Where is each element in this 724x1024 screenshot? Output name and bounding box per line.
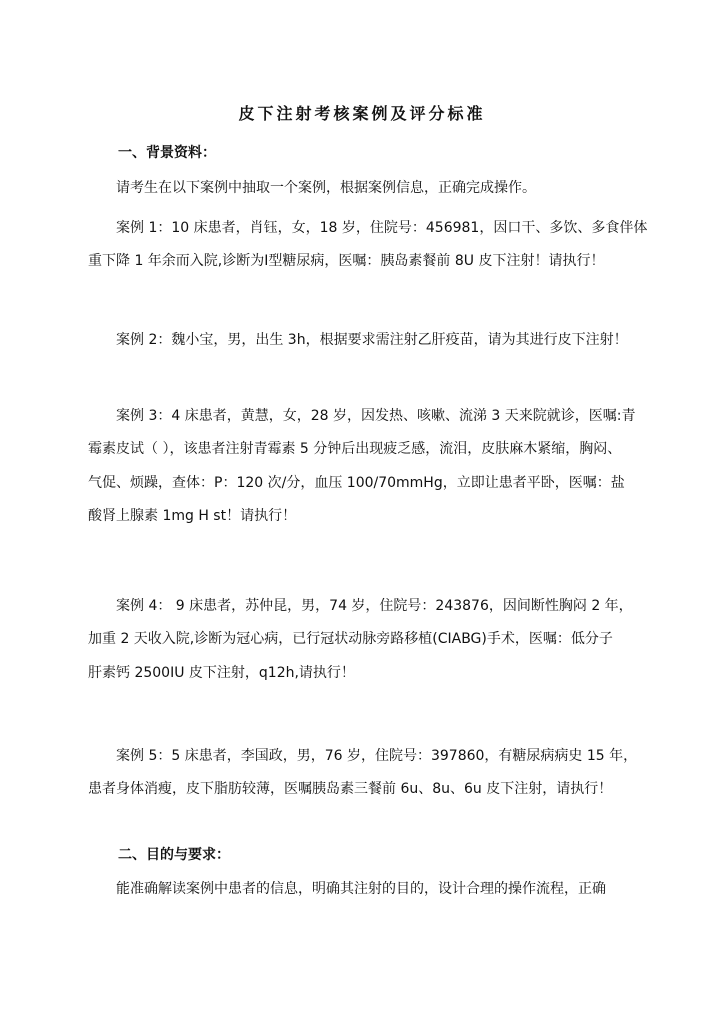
- case-4-line-1: 案例 4： 9 床患者，苏仲昆，男，74 岁，住院号：243876，因间断性胸闷 2 年，: [116, 598, 633, 614]
- case-3-paragraph: [88, 400, 648, 533]
- case-3-line-1: 案例 3：4 床患者，黄慧，女，28 岁，因发热、咳嗽、流涕 3 天来院就诊，医嘱:青: [116, 408, 636, 424]
- case-1-paragraph: [88, 212, 648, 279]
- case-2-line-1: 案例 2：魏小宝，男，出生 3h，根据要求需注射乙肝疫苗，请为其进行皮下注射！: [116, 332, 628, 348]
- case-5-paragraph: [88, 740, 648, 807]
- document-title: 皮下注射考核案例及评分标准: [238, 104, 486, 123]
- objectives-paragraph: [88, 873, 648, 906]
- case-3-line-3: 气促、烦躁，查体：P：120 次/分，血压 100/70mmHg，立即让患者平卧，医嘱：盐: [88, 474, 625, 491]
- objectives-line-1: 能准确解读案例中患者的信息，明确其注射的目的，设计合理的操作流程，正确: [116, 881, 606, 897]
- case-5-line-1: 案例 5：5 床患者，李国政，男，76 岁，住院号：397860，有糖尿病病史 15 年，: [116, 748, 638, 764]
- case-2-paragraph: [88, 324, 648, 357]
- section-heading-objectives: 二、目的与要求：: [118, 847, 230, 863]
- case-5-line-2: 患者身体消瘦，皮下脂肪较薄，医嘱胰岛素三餐前 6u、8u、6u 皮下注射，请执行！: [88, 781, 613, 798]
- case-3-line-2: 霉素皮试（ ），该患者注射青霉素 5 分钟后出现疲乏感，流泪，皮肤麻木紧缩，胸闷、: [88, 441, 622, 458]
- case-4-line-2: 加重 2 天收入院,诊断为冠心病，已行冠状动脉旁路移植(CIABG)手术，医嘱：低分子: [88, 631, 613, 648]
- case-1-line-1: 案例 1：10 床患者，肖钰，女，18 岁，住院号：456981，因口干、多饮、多食伴体: [116, 220, 648, 236]
- section-heading-background: 一、背景资料：: [118, 145, 216, 161]
- case-3-line-4: 酸肾上腺素 1mg H st！请执行！: [88, 507, 297, 524]
- intro-line: 请考生在以下案例中抽取一个案例，根据案例信息，正确完成操作。: [116, 180, 536, 196]
- intro-paragraph: [88, 172, 648, 205]
- case-4-line-3: 肝素钙 2500IU 皮下注射，q12h,请执行！: [88, 664, 355, 681]
- case-4-paragraph: [88, 590, 648, 690]
- case-1-line-2: 重下降 1 年余而入院,诊断为Ⅰ型糖尿病，医嘱：胰岛素餐前 8U 皮下注射！请执行！: [88, 253, 605, 270]
